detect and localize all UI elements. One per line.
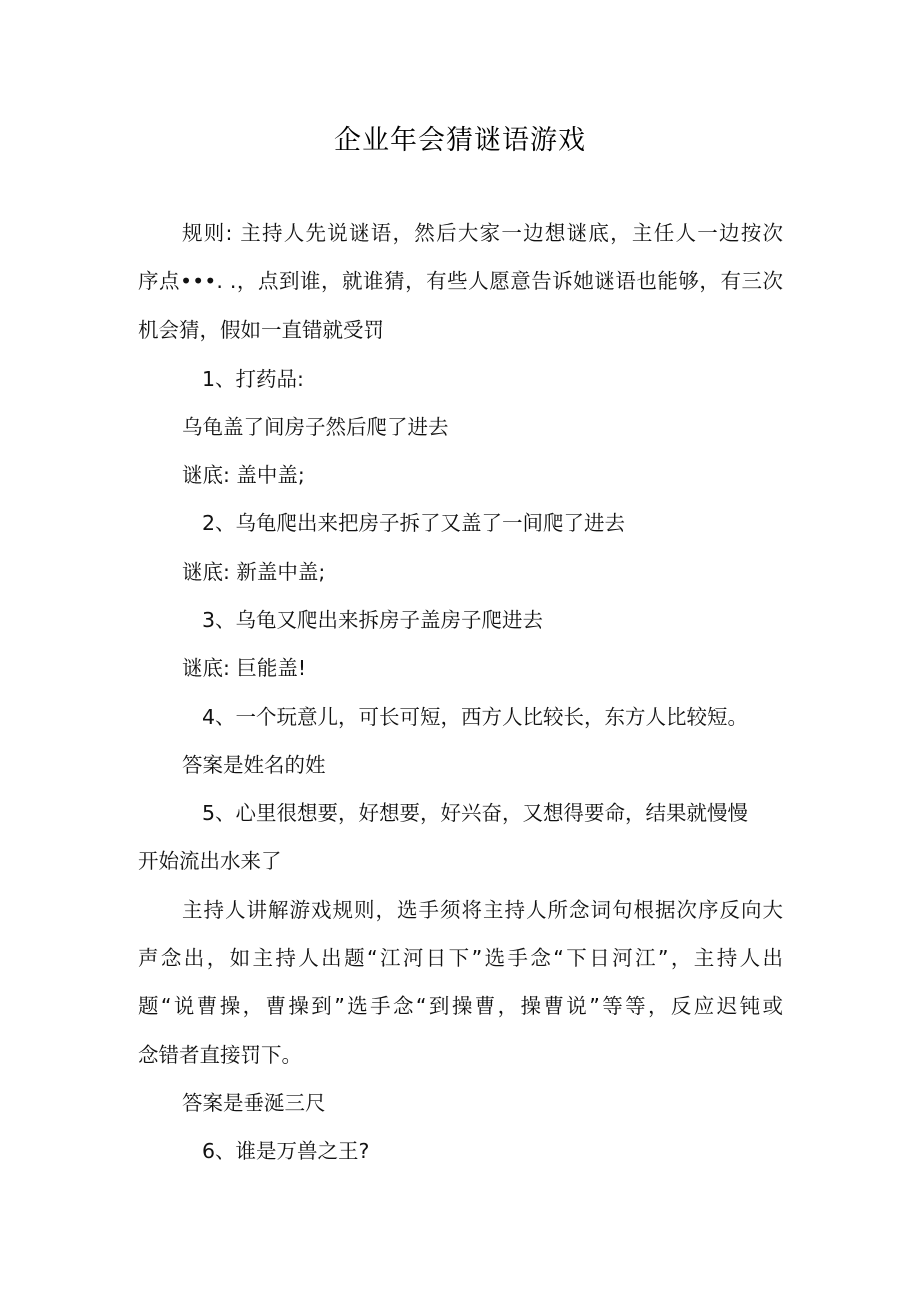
reverse-game-paragraph-line-1: 主持人讲解游戏规则，选手须将主持人所念词句根据次序反向大 [182, 898, 783, 922]
riddle-2-question: 2、乌龟爬出来把房子拆了又盖了一间爬了进去 [202, 511, 626, 535]
riddle-3-question: 3、乌龟又爬出来拆房子盖房子爬进去 [202, 608, 544, 632]
riddle-3-answer: 谜底: 巨能盖! [182, 656, 307, 680]
riddle-5-answer: 答案是垂涎三尺 [182, 1091, 326, 1115]
reverse-game-paragraph-line-2: 声念出，如主持人出题“江河日下”选手念“下日河江”，主持人出 [138, 946, 783, 970]
riddle-6-question: 6、谁是万兽之王? [202, 1139, 370, 1163]
riddle-1-question: 乌龟盖了间房子然后爬了进去 [182, 415, 449, 439]
riddle-5-question-line-2: 开始流出水来了 [138, 849, 282, 873]
riddle-1-answer: 谜底: 盖中盖; [182, 463, 305, 487]
rules-paragraph-line-2: 序点•••. .，点到谁，就谁猜，有些人愿意告诉她谜语也能够，有三次 [138, 269, 783, 293]
rules-paragraph-line-1: 规则: 主持人先说谜语，然后大家一边想谜底，主任人一边按次 [182, 221, 783, 245]
reverse-game-paragraph-line-3: 题“说曹操，曹操到”选手念“到操曹，操曹说”等等，反应迟钝或 [138, 994, 783, 1018]
riddle-5-question-line-1: 5、心里很想要，好想要，好兴奋，又想得要命，结果就慢慢 [202, 801, 749, 825]
reverse-game-paragraph-line-4: 念错者直接罚下。 [138, 1043, 302, 1067]
riddle-4-question: 4、一个玩意儿，可长可短，西方人比较长，东方人比较短。 [202, 705, 749, 729]
rules-paragraph-line-3: 机会猜，假如一直错就受罚 [138, 318, 384, 342]
page-title: 企业年会猜谜语游戏 [334, 125, 586, 156]
riddle-1-heading: 1、打药品: [202, 367, 304, 391]
riddle-2-answer: 谜底: 新盖中盖; [182, 560, 326, 584]
riddle-4-answer: 答案是姓名的姓 [182, 753, 326, 777]
